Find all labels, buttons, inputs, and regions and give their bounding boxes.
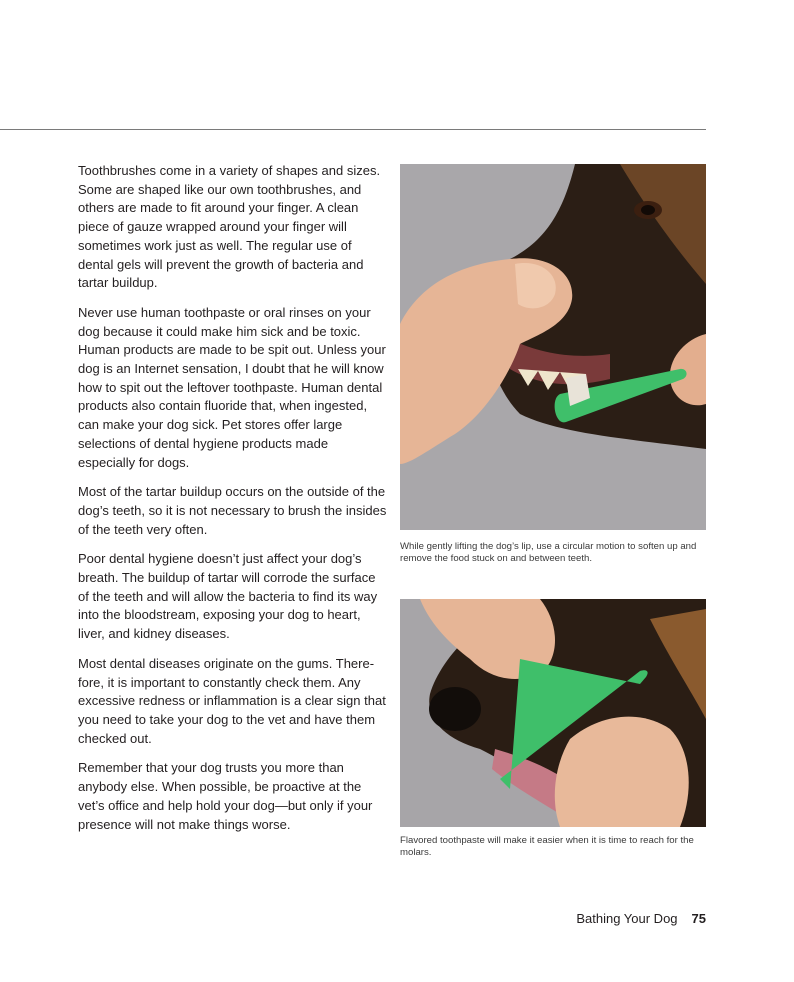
- body-text-column: [78, 162, 388, 845]
- paragraph-gum-diseases: Most dental diseases originate on the gums. There-fore, it is important to constantly check them. Any excessive redness or inflammation is a clear sign that you need to take your dog to the vet and have them checked out.: [78, 655, 386, 746]
- photo-molar-brushing: [400, 599, 706, 827]
- header-rule: [0, 129, 706, 130]
- paragraph-human-toothpaste: Never use human toothpaste or oral rinses on your dog because it could make him sick and be toxic. Human products are made to be spit out. Unless your dog is an Internet sensation, I doubt that he will know how to spit out the leftover toothpaste. Human dental products also contain fluoride that, when ingested, can make your dog sick. Pet stores offer large selections of dental hygiene products made especially for dogs.: [78, 304, 386, 470]
- photo-lip-brushing: [400, 164, 706, 530]
- paragraph-tartar-buildup: Most of the tartar buildup occurs on the outside of the dog’s teeth, so it is not necessary to brush the insides of the teeth very often.: [78, 484, 387, 537]
- page-footer: [576, 911, 706, 926]
- paragraph-trust: Remember that your dog trusts you more than anybody else. When possible, be proactive at the vet’s office and help hold your dog—but only if your presence will not make things worse.: [78, 760, 373, 832]
- caption-molar-brushing: Flavored toothpaste will make it easier when it is time to reach for the molars.: [400, 835, 694, 858]
- running-section-title: Bathing Your Dog: [576, 911, 678, 926]
- caption-lip-brushing: While gently lifting the dog’s lip, use a circular motion to soften up and remove the food stuck on and between teeth.: [400, 541, 697, 564]
- paragraph-toothbrushes: Toothbrushes come in a variety of shapes and sizes. Some are shaped like our own toothbrushes, and others are made to fit around your finger. A clean piece of gauze wrapped around your finger will sometimes work just as well. The regular use of dental gels will prevent the growth of bacteria and tartar buildup.: [78, 163, 381, 291]
- paragraph-poor-hygiene: Poor dental hygiene doesn’t just affect your dog’s breath. The buildup of tartar will corrode the surface of the teeth and will allow the bacteria to find its way into the bloodstream, exposing your dog to heart, liver, and kidney diseases.: [78, 551, 378, 642]
- page-number: 75: [691, 911, 706, 926]
